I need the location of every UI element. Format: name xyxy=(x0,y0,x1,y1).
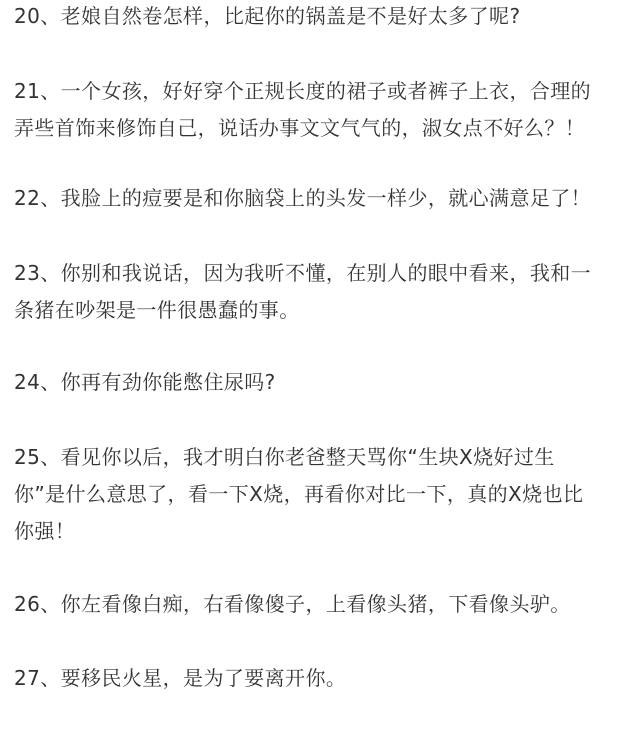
paragraph-line: 23、你别和我说话，因为我听不懂，在别人的眼中看来，我和一 xyxy=(14,261,592,285)
paragraph-22 xyxy=(14,180,630,217)
paragraph-line: 26、你左看像白痴，右看像傻子，上看像头猪，下看像头驴。 xyxy=(14,592,571,616)
paragraph-20 xyxy=(14,0,630,35)
paragraph-line: 21、一个女孩，好好穿个正规长度的裙子或者裤子上衣，合理的 xyxy=(14,79,592,103)
paragraph-line: 条猪在吵架是一件很愚蠢的事。 xyxy=(14,298,300,322)
paragraph-26 xyxy=(14,586,630,623)
paragraph-line: 20、老娘自然卷怎样，比起你的锅盖是不是好太多了呢? xyxy=(14,4,521,28)
paragraph-line: 27、要移民火星，是为了要离开你。 xyxy=(14,666,347,690)
paragraph-24 xyxy=(14,364,630,401)
paragraph-line: 你强！ xyxy=(14,519,76,543)
paragraph-21 xyxy=(14,73,630,147)
paragraph-25 xyxy=(14,439,630,550)
paragraph-line: 弄些首饰来修饰自己，说话办事文文气气的，淑女点不好么？！ xyxy=(14,116,586,140)
paragraph-27 xyxy=(14,660,630,697)
paragraph-line: 25、看见你以后，我才明白你老爸整天骂你“生块X烧好过生 xyxy=(14,445,555,469)
paragraph-line: 24、你再有劲你能憋住尿吗? xyxy=(14,370,276,394)
paragraph-line: 22、我脸上的痘要是和你脑袋上的头发一样少，就心满意足了！ xyxy=(14,186,592,210)
paragraph-line: 你”是什么意思了，看一下X烧，再看你对比一下，真的X烧也比 xyxy=(14,482,584,506)
paragraph-23 xyxy=(14,255,630,329)
